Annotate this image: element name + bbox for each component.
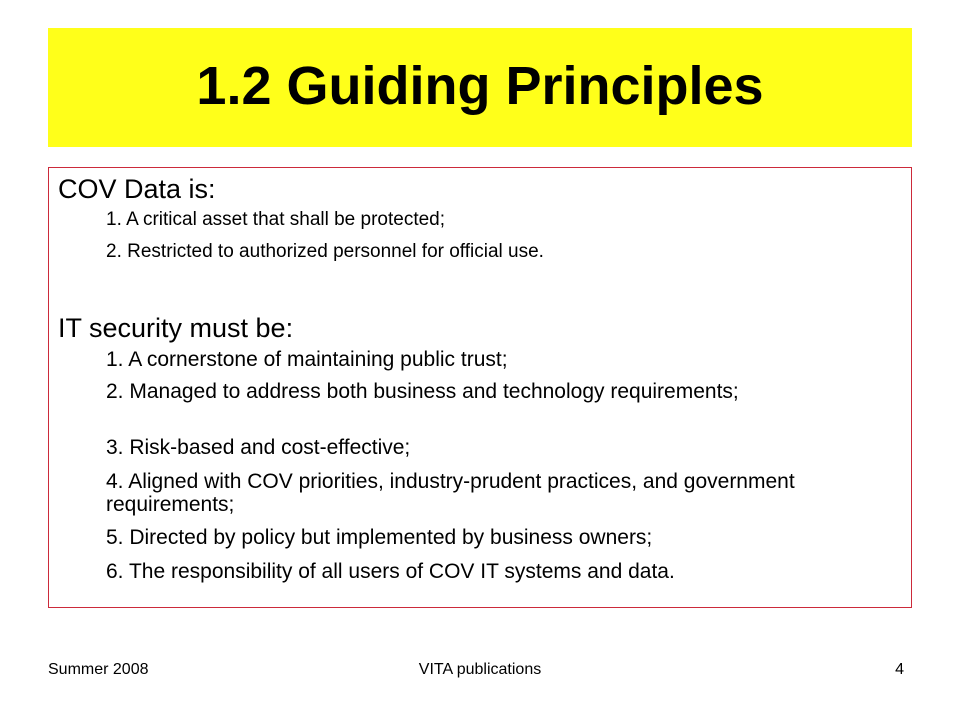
section-heading-it-security: IT security must be: xyxy=(58,313,294,343)
it-security-item-6: 6. The responsibility of all users of COV IT systems and data. xyxy=(106,560,675,583)
it-security-item-4: 4. Aligned with COV priorities, industry-prudent practices, and government requirements; xyxy=(106,470,795,516)
it-security-item-3: 3. Risk-based and cost-effective; xyxy=(106,436,411,459)
content-box xyxy=(48,167,912,608)
cov-data-item-1: 1. A critical asset that shall be protected; xyxy=(106,209,446,230)
title-banner xyxy=(48,28,912,147)
footer-publisher: VITA publications xyxy=(418,661,542,678)
footer-page-number: 4 xyxy=(895,661,904,678)
it-security-item-5: 5. Directed by policy but implemented by business owners; xyxy=(106,526,653,549)
footer-date: Summer 2008 xyxy=(48,661,149,678)
it-security-item-2: 2. Managed to address both business and technology requirements; xyxy=(106,380,739,403)
it-security-item-1: 1. A cornerstone of maintaining public trust; xyxy=(106,348,508,371)
section-heading-cov-data: COV Data is: xyxy=(58,174,216,204)
cov-data-item-2: 2. Restricted to authorized personnel for official use. xyxy=(106,241,544,262)
slide-title: 1.2 Guiding Principles xyxy=(196,55,764,116)
